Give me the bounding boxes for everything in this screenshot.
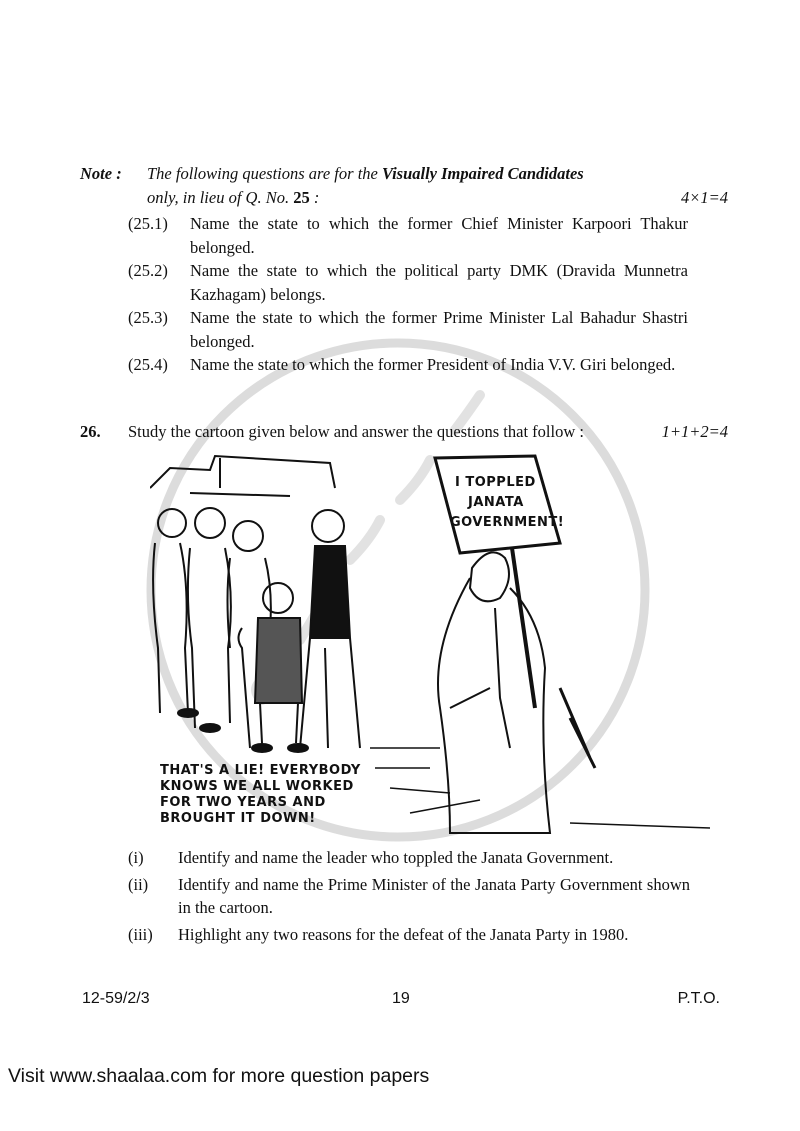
cartoon-caption: FOR TWO YEARS AND	[160, 795, 326, 810]
question-text: Study the cartoon given below and answer the questions that follow :	[128, 422, 584, 441]
vi-question	[128, 306, 688, 353]
question-number: (25.4)	[128, 355, 168, 374]
question-number: 26.	[80, 422, 101, 441]
page-number: 19	[392, 990, 410, 1007]
question-number: (25.2)	[128, 261, 168, 280]
sub-question	[128, 923, 690, 947]
cartoon-caption: BROUGHT IT DOWN!	[160, 811, 316, 826]
sub-question-text: Identify and name the leader who toppled the Janata Government.	[178, 848, 614, 867]
placard-text: JANATA	[468, 495, 524, 510]
vi-question	[128, 259, 688, 306]
sub-question-list	[128, 846, 690, 949]
sub-question	[128, 846, 690, 870]
note-marks: 4×1=4	[680, 188, 728, 207]
sub-question-number: (ii)	[128, 874, 149, 894]
question-marks: 1+1+2=4	[661, 422, 728, 441]
question-text: Name the state to which the former President of India V.V. Giri belonged.	[190, 355, 676, 374]
question-text: Name the state to which the political party DMK (Dravida Munnetra Kazhagam) belongs.	[190, 261, 688, 304]
cartoon-caption: THAT'S A LIE! EVERYBODY	[160, 763, 361, 778]
placard-text: I TOPPLED	[455, 475, 536, 490]
question-text: Name the state to which the former Chief Minister Karpoori Thakur belonged.	[190, 214, 688, 257]
note-line-2: only, in lieu of Q. No. 25 :	[147, 188, 320, 207]
question-text: Name the state to which the former Prime Minister Lal Bahadur Shastri belonged.	[190, 308, 688, 351]
sub-question-text: Highlight any two reasons for the defeat of the Janata Party in 1980.	[178, 924, 629, 944]
janata-leaders-figures	[153, 508, 360, 752]
note-label: Note :	[80, 164, 122, 183]
indira-gandhi-figure	[438, 552, 595, 833]
sub-question-number: (iii)	[128, 924, 153, 944]
vi-question	[128, 353, 688, 377]
paper-code: 12-59/2/3	[82, 990, 150, 1007]
note-line-1: The following questions are for the Visually Impaired Candidates	[147, 164, 584, 183]
question-number: (25.1)	[128, 214, 168, 233]
cartoon	[150, 448, 720, 840]
vi-question-list	[128, 212, 688, 377]
pto-label: P.T.O.	[677, 990, 720, 1007]
sub-question	[128, 873, 690, 920]
sub-question-number: (i)	[128, 848, 144, 867]
vi-question	[128, 212, 688, 259]
sub-question-text: Identify and name the Prime Minister of the Janata Party Government shown in the cartoon.	[178, 874, 690, 917]
question-number: (25.3)	[128, 308, 168, 327]
placard-text: GOVERNMENT!	[450, 515, 565, 530]
cartoon-caption: KNOWS WE ALL WORKED	[160, 779, 354, 794]
visit-shaalaa-link[interactable]: Visit www.shaalaa.com for more question papers	[8, 1065, 430, 1087]
